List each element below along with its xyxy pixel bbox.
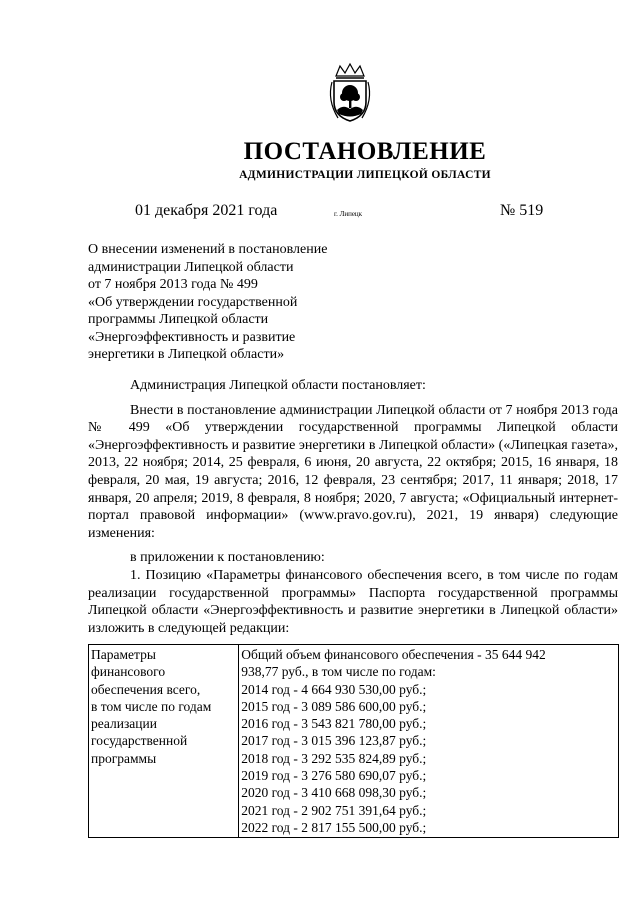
subject-line: энергетики в Липецкой области» <box>88 347 285 362</box>
cell-line: реализации <box>91 716 157 732</box>
document-date: 01 декабря 2021 года <box>135 202 278 219</box>
paragraph-appendix: в приложении к постановлению: <box>130 550 325 566</box>
subject-line: О внесении изменений в постановление <box>88 242 328 257</box>
paragraph-amendment: Внести в постановление администрации Липецкой области от 7 ноября 2013 года № 499 «Об утверждении государственной программы Липецкой области «Энергоэффективность и развитие энергетики в Липецкой области» («Липецкая газета», 2013, 22 ноября; 2014, 25 февраля, 6 июня, 20 августа, 22 октября; 2015, 16 января, 18 февраля, 20 мая, 19 августа; 2016, 12 февраля, 23 сентября; 2017, 11 января; 2018, 17 января, 20 апреля; 2019, 8 февраля, 8 ноября; 2020, 7 августа; «Официальный интернет-портал правовой информации» (www.pravo.gov.ru), 2021, 19 января) следующие изменения: <box>88 402 618 541</box>
table-row <box>89 645 619 838</box>
subject-line: администрации Липецкой области <box>88 259 294 275</box>
cell-line: Параметры <box>91 647 156 662</box>
cell-line: обеспечения всего, <box>91 681 201 697</box>
cell-line: программы <box>91 750 157 766</box>
cell-line: 2015 год - 3 089 586 600,00 руб.; <box>241 698 427 714</box>
financing-values-cell <box>239 645 619 838</box>
paragraph-item-1: 1. Позицию «Параметры финансового обеспечения всего, в том числе по годам реализации государственной программы» Паспорта государственной программы Липецкой области «Энергоэффективность и развитие энергетики в Липецкой области» изложить в следующей редакции: <box>88 567 618 636</box>
document-issuer: АДМИНИСТРАЦИИ ЛИПЕЦКОЙ ОБЛАСТИ <box>239 169 491 181</box>
cell-line: 2017 год - 3 015 396 123,87 руб.; <box>241 733 427 749</box>
document-body <box>88 377 618 637</box>
lipetsk-coat-of-arms-icon <box>326 62 374 124</box>
cell-line: государственной <box>91 733 188 749</box>
subject-line: от 7 ноября 2013 года № 499 <box>88 277 258 292</box>
cell-line: в том числе по годам <box>91 698 212 714</box>
financing-parameter-cell <box>89 645 239 838</box>
cell-line: 2016 год - 3 543 821 780,00 руб.; <box>241 716 427 732</box>
document-number: № 519 <box>500 202 544 219</box>
cell-line: 2019 год - 3 276 580 690,07 руб.; <box>241 768 427 784</box>
document-city: г. Липецк <box>334 210 363 218</box>
cell-line: 2021 год - 2 902 751 391,64 руб.; <box>241 802 427 818</box>
paragraph-resolves: Администрация Липецкой области постановляет: <box>130 378 426 393</box>
cell-line: 2018 год - 3 292 535 824,89 руб.; <box>241 750 427 766</box>
cell-line: 938,77 руб., в том числе по годам: <box>241 664 436 680</box>
cell-line: Общий объем финансового обеспечения - 35 644 942 <box>241 647 546 662</box>
document-title: ПОСТАНОВЛЕНИЕ <box>243 138 487 165</box>
subject-line: «Энергоэффективность и развитие <box>88 329 296 345</box>
financing-table <box>88 644 619 838</box>
cell-line: 2020 год - 3 410 668 098,30 руб.; <box>241 785 427 801</box>
subject-line: программы Липецкой области <box>88 312 269 327</box>
cell-line: 2014 год - 4 664 930 530,00 руб.; <box>241 681 427 697</box>
subject-line: «Об утверждении государственной <box>88 294 298 310</box>
cell-line: 2022 год - 2 817 155 500,00 руб.; <box>241 819 427 835</box>
cell-line: финансового <box>91 664 166 680</box>
document-subject <box>88 241 378 364</box>
